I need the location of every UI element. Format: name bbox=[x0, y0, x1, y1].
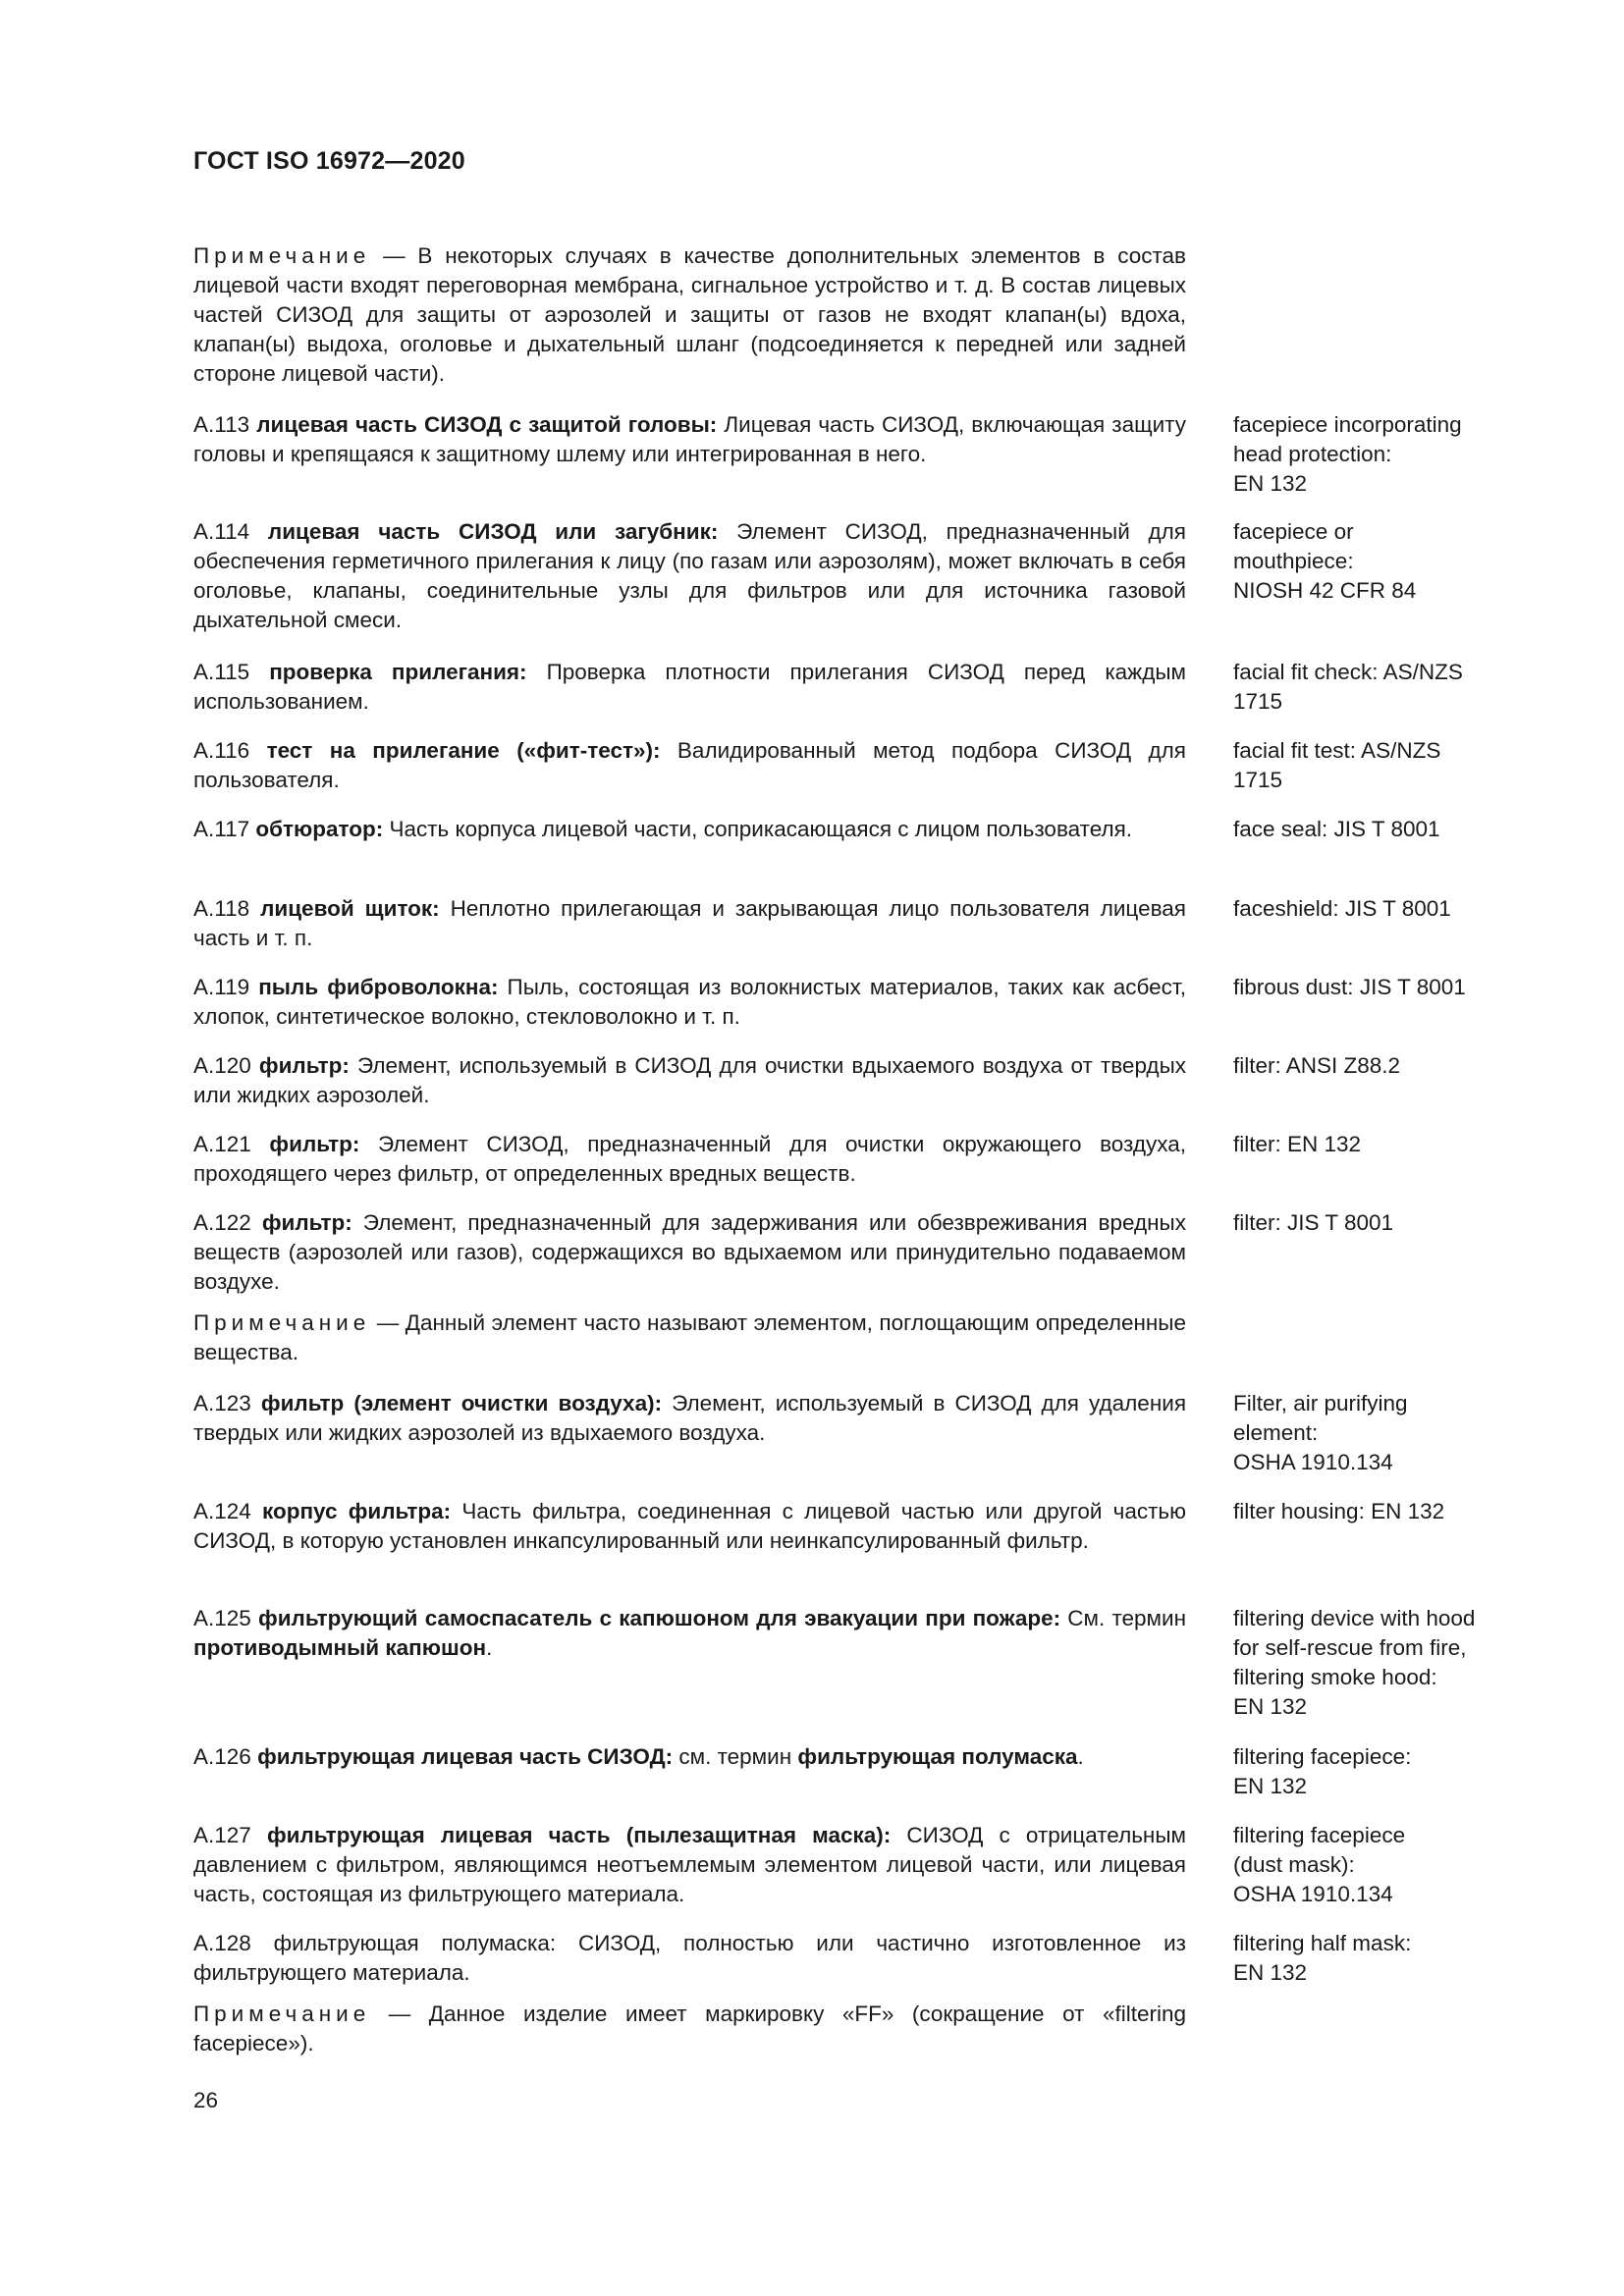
term-definition bbox=[193, 1389, 1186, 1448]
term-number: А.122 bbox=[193, 1210, 262, 1235]
term-english-equivalent: filter housing: EN 132 bbox=[1233, 1499, 1445, 1523]
term-english-equivalent: filter: ANSI Z88.2 bbox=[1233, 1053, 1401, 1078]
term-english-equivalent: filter: JIS T 8001 bbox=[1233, 1210, 1394, 1235]
term-english-equivalent: facepiece incorporating head protection: EN 132 bbox=[1233, 412, 1462, 496]
term-name: фильтрующая лицевая часть СИЗОД: bbox=[257, 1744, 674, 1769]
term-number: А.121 bbox=[193, 1132, 270, 1156]
term-definition bbox=[193, 815, 1186, 844]
term-number: А.125 bbox=[193, 1606, 258, 1630]
term-name: пыль фиброволокна: bbox=[258, 975, 499, 999]
term-number: А.118 bbox=[193, 896, 261, 921]
term-text: Лицевая часть СИЗОД, включающая защиту головы и крепящаяся к защитному шлему или интегрированная в него. bbox=[193, 412, 1186, 466]
term-definition bbox=[193, 1130, 1186, 1189]
term-number: А.117 bbox=[193, 817, 256, 841]
term-definition bbox=[193, 517, 1186, 635]
term-english-equivalent: face seal: JIS T 8001 bbox=[1233, 817, 1440, 841]
term-name: фильтрующая лицевая часть (пылезащитная маска): bbox=[266, 1823, 892, 1847]
term-definition bbox=[193, 658, 1186, 717]
term-text: СИЗОД с отрицательным давлением с фильтром, являющимся неотъемлемым элементом лицевой части, или лицевая часть, состоящая из фильтрующего материала. bbox=[193, 1823, 1186, 1906]
term-name: тест на прилегание («фит-тест»): bbox=[266, 738, 661, 763]
term-english-equivalent: filter: EN 132 bbox=[1233, 1132, 1362, 1156]
term-english-equivalent: faceshield: JIS T 8001 bbox=[1233, 896, 1451, 921]
term-name: фильтр: bbox=[269, 1132, 360, 1156]
term-note bbox=[193, 2000, 1186, 2058]
term-number: А.120 bbox=[193, 1053, 259, 1078]
term-text: Элемент, используемый в СИЗОД для удаления твердых или жидких аэрозолей из вдыхаемого воздуха. bbox=[193, 1391, 1186, 1445]
term-tail: . bbox=[486, 1635, 493, 1660]
term-text: Элемент, предназначенный для задерживания или обезвреживания вредных веществ (аэрозолей или газов), содержащихся во вдыхаемом или принудительно подаваемом воздухе. bbox=[193, 1210, 1186, 1294]
note-text: — Данный элемент часто называют элементом, поглощающим определенные вещества. bbox=[193, 1310, 1186, 1364]
term-definition bbox=[193, 894, 1186, 953]
term-text: Валидированный метод подбора СИЗОД для пользователя. bbox=[193, 738, 1186, 792]
term-english-equivalent: filtering device with hood for self-rescue from fire, filtering smoke hood: EN 132 bbox=[1233, 1606, 1476, 1719]
term-name: проверка прилегания: bbox=[269, 660, 527, 684]
page-number: 26 bbox=[193, 2088, 219, 2112]
note-label: Примечание bbox=[193, 243, 371, 268]
term-number: А.126 bbox=[193, 1744, 258, 1769]
term-name: лицевой щиток: bbox=[260, 896, 440, 921]
term-english-equivalent: Filter, air purifying element: OSHA 1910.134 bbox=[1233, 1391, 1408, 1474]
term-definition bbox=[193, 1051, 1186, 1110]
term-number: А.114 bbox=[193, 519, 268, 544]
term-name: фильтрующий самоспасатель с капюшоном для эвакуации при пожаре: bbox=[258, 1606, 1061, 1630]
term-number: А.127 bbox=[193, 1823, 267, 1847]
note-text: — Данное изделие имеет маркировку «FF» (сокращение от «filtering facepiece»). bbox=[193, 2002, 1186, 2056]
term-definition bbox=[193, 1929, 1186, 2058]
term-number: А.113 bbox=[193, 412, 257, 437]
term-reference: фильтрующая полумаска bbox=[797, 1744, 1078, 1769]
term-text: фильтрующая полумаска: СИЗОД, полностью или частично изготовленное из фильтрующего материала. bbox=[193, 1931, 1186, 1985]
term-english-equivalent: facial fit test: AS/NZS 1715 bbox=[1233, 738, 1441, 792]
term-english-equivalent: filtering half mask: EN 132 bbox=[1233, 1931, 1412, 1985]
term-english-equivalent: filtering facepiece: EN 132 bbox=[1233, 1744, 1412, 1798]
term-definition bbox=[193, 736, 1186, 795]
term-reference: противодымный капюшон bbox=[193, 1635, 487, 1660]
term-name: фильтр (элемент очистки воздуха): bbox=[260, 1391, 663, 1415]
term-definition bbox=[193, 1497, 1186, 1556]
term-text: Пыль, состоящая из волокнистых материалов, таких как асбест, хлопок, синтетическое волокно, стекловолокно и т. п. bbox=[193, 975, 1186, 1029]
term-text: Часть корпуса лицевой части, соприкасающаяся с лицом пользователя. bbox=[383, 817, 1133, 841]
term-text: см. термин bbox=[673, 1744, 798, 1769]
term-english-equivalent: fibrous dust: JIS T 8001 bbox=[1233, 975, 1466, 999]
term-text: Часть фильтра, соединенная с лицевой частью или другой частью СИЗОД, в которую установлен инкапсулированный или неинкапсулированный фильтр. bbox=[193, 1499, 1186, 1553]
term-definition bbox=[193, 410, 1186, 469]
term-text: Элемент СИЗОД, предназначенный для обеспечения герметичного прилегания к лицу (по газам или аэрозолям), может включать в себя оголовье, клапаны, соединительные узлы для фильтров или для источника газовой дыхательной смеси. bbox=[193, 519, 1186, 632]
term-text: Элемент, используемый в СИЗОД для очистки вдыхаемого воздуха от твердых или жидких аэрозолей. bbox=[193, 1053, 1186, 1107]
term-name: корпус фильтра: bbox=[262, 1499, 452, 1523]
term-number: А.124 bbox=[193, 1499, 262, 1523]
term-number: А.116 bbox=[193, 738, 267, 763]
term-text: Элемент СИЗОД, предназначенный для очистки окружающего воздуха, проходящего через фильтр, от определенных вредных веществ. bbox=[193, 1132, 1186, 1186]
note-label: Примечание bbox=[193, 2002, 371, 2026]
term-name: фильтр: bbox=[258, 1053, 350, 1078]
term-note bbox=[193, 1308, 1186, 1367]
term-english-equivalent: facepiece or mouthpiece: NIOSH 42 CFR 84 bbox=[1233, 519, 1417, 603]
term-name: обтюратор: bbox=[255, 817, 384, 841]
term-definition bbox=[193, 1821, 1186, 1909]
term-text: См. термин bbox=[1060, 1606, 1187, 1630]
term-number: А.128 bbox=[193, 1931, 274, 1955]
term-name: фильтр: bbox=[261, 1210, 352, 1235]
term-number: А.119 bbox=[193, 975, 259, 999]
term-tail: . bbox=[1077, 1744, 1084, 1769]
document-header: ГОСТ ISO 16972—2020 bbox=[193, 147, 465, 175]
term-definition bbox=[193, 1604, 1186, 1663]
term-name: лицевая часть СИЗОД с защитой головы: bbox=[256, 412, 718, 437]
term-text: Проверка плотности прилегания СИЗОД перед каждым использованием. bbox=[193, 660, 1186, 714]
term-name: лицевая часть СИЗОД или загубник: bbox=[267, 519, 719, 544]
note-text: — В некоторых случаях в качестве дополнительных элементов в состав лицевой части входят переговорная мембрана, сигнальное устройство и т. д. В состав лицевых частей СИЗОД для защиты от аэрозолей и защиты от газов не входят клапан(ы) вдоха, клапан(ы) выдоха, оголовье и дыхательный шланг (подсоединяется к передней или задней стороне лицевой части). bbox=[193, 243, 1186, 386]
note-label: Примечание bbox=[193, 1310, 371, 1335]
term-english-equivalent: facial fit check: AS/NZS 1715 bbox=[1233, 660, 1463, 714]
term-text: Неплотно прилегающая и закрывающая лицо пользователя лицевая часть и т. п. bbox=[193, 896, 1186, 950]
term-definition bbox=[193, 973, 1186, 1032]
term-definition bbox=[193, 1208, 1186, 1367]
term-number: А.115 bbox=[193, 660, 270, 684]
term-number: А.123 bbox=[193, 1391, 261, 1415]
term-definition bbox=[193, 1742, 1186, 1772]
term-english-equivalent: filtering facepiece (dust mask): OSHA 1910.134 bbox=[1233, 1823, 1406, 1906]
